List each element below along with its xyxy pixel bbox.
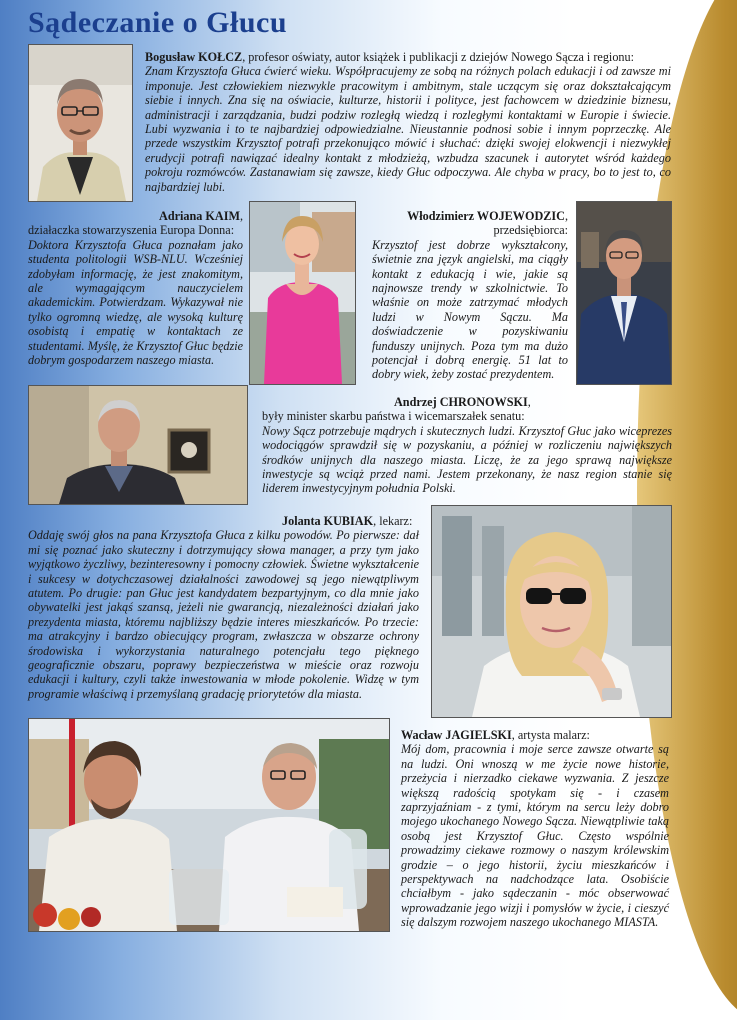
person-name: Andrzej CHRONOWSKI [394,395,528,409]
person-name: Jolanta KUBIAK [282,514,374,528]
person-role: , [239,209,243,223]
photo-chronowski [28,385,248,505]
person-role: , lekarz: [373,514,413,528]
person-role: , [527,395,531,409]
photo-jagielski [28,718,390,932]
person-role: , artysta malarz: [511,728,590,742]
photo-kubiak [431,505,672,718]
person-quote: Oddaję swój głos na pana Krzysztofa Głuca z kilku powodów. Po pierwsze: dał mi się poznać jako skuteczny i dotrzymujący słowa manager, a przy tym jako wyjątkowo życzliwy, bezinteresowny i pomocny człowiek. Świetne wykształcenie i sukcesy w dotychczasowej działalności zawodowej są jego niewątpliwym atutem. Po drugie: pan Głuc jest kandydatem bezpartyjnym, co dla mnie jako obywatelki jest jakąś szansą, jeżeli nie gwarancją, niezależności działań jako prezydenta miasta, któremu najbliższy będzie interes mieszkańców. Po trzecie: ma atrakcyjny i bardzo obiecujący program, zwłaszcza w obszarze ochrony środowiska i wykorzystania naturalnego potencjału tego pięknego geograficznie obszaru, poprawy bezpieczeństwa w mieście oraz rozwoju edukacji i kultury, czyli także inwestowania w młode pokolenie. Widzę w tym programie właściwą i przemyślaną gradację priorytetów dla miasta. [28,528,419,701]
photo-kolcz [28,44,133,202]
bio-wojewodzic [372,209,568,382]
photo-kaim [249,201,356,385]
person-name: Adriana KAIM [159,209,240,223]
bio-chronowski [262,395,672,496]
person-quote: Doktora Krzysztofa Głuca poznałam jako studenta politologii WSB-NLU. Wcześniej zdobyłam informację, że jest znakomitym, ale wymagającym nauczycielem akademickim. Potwierdzam. Wykazywał nie tylko ogromną wiedzę, ale wysoką kulturę osobistą i empatię w kontaktach ze studentami. Myślę, że Krzysztof Głuc będzie dobrym gospodarzem naszego miasta. [28,237,243,368]
person-role-line: przedsiębiorca: [493,223,568,238]
person-name: Bogusław KOŁCZ [145,50,243,64]
person-name: Włodzimierz WOJEWODZIC [407,209,565,223]
page-title: Sądeczanie o Głucu [28,6,288,39]
bio-kubiak [28,514,419,701]
person-role: , profesor oświaty, autor książek i publikacji z dziejów Nowego Sącza i regionu: [242,50,634,64]
person-role-line: działaczka stowarzyszenia Europa Donna: [28,223,235,238]
person-quote: Mój dom, pracownia i moje serce zawsze otwarte są na ludzi. Oni wnoszą w me życie nowe historie, przeżycia i nierzadko ciekawe wyzwania. Z jeszcze większą radością spotykam się - i czasem zaprzyjaźniam - z tymi, którym na sercu leży dobro mojego ukochanego Nowego Sącza. Niewątpliwie taką osobą jest Krzysztof Głuc. Często wspólnie prowadzimy ciekawe rozmowy o naszym królewskim grodzie – o jego historii, życiu mieszkańców i perspektywach na nadchodzące lata. Osobiście chciałbym - jako sądeczanin - móc obserwować wprowadzanie jego wizji i pomysłów w życie, i cieszyć się dalszym rozwojem naszego ukochanego MIASTA. [401,742,669,930]
person-role-line: były minister skarbu państwa i wicemarszałek senatu: [262,409,525,424]
person-role: , [564,209,568,223]
person-quote: Nowy Sącz potrzebuje mądrych i skutecznych ludzi. Krzysztof Głuc jako wiceprezes wodociągów sprawdził się w pozyskaniu, a później w rozliczeniu największych środków unijnych dla naszego miasta. Liczę, że za jego sprawą największe inwestycje są wciąż przed nami. Jestem przekonany, że nasz region stanie się liderem inwestycyjnym południa Polski. [262,423,672,496]
person-name: Wacław JAGIELSKI [401,728,512,742]
bio-kaim [28,209,243,367]
photo-wojewodzic [576,201,672,385]
bio-kolcz [145,50,671,194]
person-quote: Znam Krzysztofa Głuca ćwierć wieku. Współpracujemy ze sobą na różnych polach edukacji i od zawsze mi imponuje. Jest człowiekiem niezwykle pracowitym i ambitnym, stale uczącym się oraz dokształcającym siebie i innych. Zna się na oświacie, kulturze, historii i polityce, jest fachowcem w dziedzinie biznesu, administracji i zarządzania, budzi podziw rozległą wiedzą i rozległymi kontaktami w Europie i świecie. Lubi wyzwania i to te najbardziej odpowiedzialne. Nieustannie podnosi sobie i innym poprzeczkę. Ale przede wszystkim Krzysztof potrafi przekonująco mówić i słuchać: dzięki swojej elokwencji i niezwykłej erudycji potrafi nawiązać idealny kontakt z młodzieżą, wzbudza szacunek i autorytet wśród każdego pokroju rozmówców. Zastanawiam się zawsze, kiedy Głuc odpoczywa. Ale chyba w pracy, bo to jest to, co najbardziej lubi. [145,64,671,194]
person-quote: Krzysztof jest dobrze wykształcony, świetnie zna język angielski, ma ciągły kontakt z edukacją i wie, jakie są najnowsze trendy w szkolnictwie. To właśnie on może zatrzymać młodych ludzi w Nowym Sączu. Ma doświadczenie w pozyskiwaniu funduszy unijnych. Poza tym ma dużo potencjał i dobrą energię. 51 lat to dobry wiek, żeby zostać prezydentem. [372,237,568,382]
bio-jagielski [401,728,669,930]
